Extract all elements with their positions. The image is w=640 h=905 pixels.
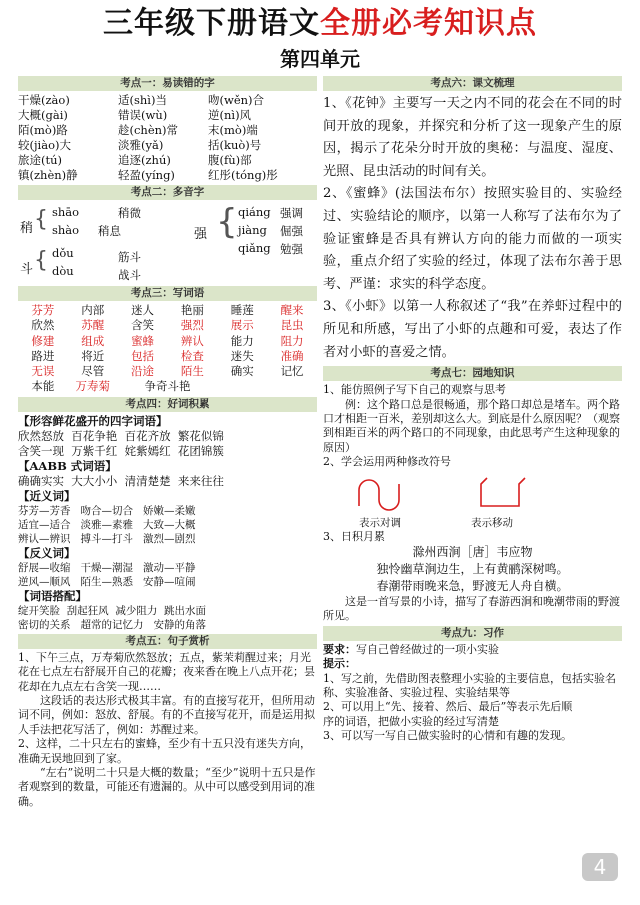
title-highlight: 全册必考知识点: [320, 6, 537, 41]
pinyin-word: 追逐(zhú): [118, 153, 171, 167]
vocab-word: 陌生: [180, 364, 204, 379]
paragraph: 这段话的表达形式极其丰富。有的直接写花开，但所用动词不同，例如：怒放、舒展。有的不直接写花开，而是运用拟人手法把花写活了，例如：苏醒过来。: [18, 694, 315, 736]
word-line: 舒展—收缩 干燥—潮湿 激动—平静: [18, 561, 196, 574]
edit-marks-svg: [323, 470, 622, 516]
right-column: [323, 74, 622, 809]
vocab-word: 万寿菊: [75, 379, 110, 394]
edit-marks-diagram: [323, 470, 622, 516]
pinyin-word: 错误(wù): [118, 108, 168, 122]
word-line: 辨认—辨识 搏斗—打斗 激烈—剧烈: [18, 532, 196, 545]
brace-icon: {: [216, 202, 238, 242]
poly-char: 斗: [20, 262, 34, 277]
pinyin-grid: [18, 93, 317, 183]
paragraph: 例：这个路口总是很畅通，那个路口却总是堵车。两个路口才相距一百米，差别却这么大。到底是什么原因呢？（观察到相距百米的两个路口的不同现象，由此思考产生这种现象的原因）: [323, 397, 620, 454]
section-header-k4: 考点四：好词积累: [18, 397, 317, 412]
poly-word: 强调: [280, 206, 303, 220]
swap-mark-icon: [359, 480, 399, 510]
section-header-k7: 考点七：园地知识: [323, 366, 622, 381]
vocab-word: 能力: [230, 333, 254, 348]
section-header-k3: 考点三：写词语: [18, 286, 317, 301]
vocab-word: 欣然: [31, 318, 55, 333]
subheading: 【反义词】: [18, 545, 76, 560]
pinyin-word: 陌(mò)路: [18, 123, 68, 137]
vocab-word: 昆虫: [280, 318, 304, 333]
word-line: 密切的关系 超常的记忆力 安静的角落: [18, 618, 207, 631]
pinyin-word: 淡雅(yǎ): [118, 138, 164, 152]
paragraph: 2、这样，二十只左右的蜜蜂，至少有十五只没有迷失方向，准确无误地回到了家。: [18, 737, 311, 765]
section-header-k9: 考点九：习作: [323, 626, 622, 641]
poly-pinyin: qiǎng: [238, 241, 271, 255]
paragraph: 1、《花钟》主要写一天之内不同的花会在不同的时间开放的现象，并探究和分析了这一现象产生的原因，揭示了花朵分时开放的奥秘：与温度、湿度、光照、昆虫活动的时间有关。: [323, 96, 622, 179]
pinyin-word: 适(shì)当: [118, 93, 167, 107]
pinyin-word: 旅途(tú): [18, 153, 63, 167]
req-text: 写自己曾经做过的一项小实验: [356, 642, 499, 656]
section-header-k6: 考点六：课文梳理: [323, 76, 622, 91]
vocab-word: 内部: [81, 303, 105, 317]
poly-pinyin: qiáng: [238, 205, 271, 219]
swap-label: 表示对调: [359, 516, 401, 529]
brace-icon: {: [34, 248, 48, 273]
vocab-word: 苏醒: [81, 318, 105, 333]
pinyin-word: 腹(fù)部: [208, 153, 252, 167]
title-main: 三年级下册语文: [103, 6, 320, 41]
vocab-word: 芬芳: [31, 303, 55, 317]
paragraph: 2、《蜜蜂》(法国法布尔）按照实验目的、实验经过、实验结论的顺序，以第一人称写了法布尔为了验证蜜蜂是否具有辨认方向的能力而做的一项实验，重点介绍了实验的经过，体现了法布尔善于思考、严谨：求实的科学态度。: [323, 186, 622, 292]
vocab-word: 准确: [280, 348, 304, 363]
subheading: 【形容鲜花盛开的四字词语】: [18, 413, 168, 428]
tip-label: 提示：: [323, 657, 356, 671]
vocab-word: 艳丽: [180, 303, 204, 317]
pinyin-word: 括(kuò)号: [208, 138, 262, 152]
vocab-word: 迷人: [131, 303, 155, 317]
vocab-word: 修建: [31, 333, 55, 348]
word-line: 确确实实 大大小小 清清楚楚 来来往往: [18, 473, 224, 488]
vocab-word: 蜜蜂: [131, 333, 155, 348]
paragraph: 这是一首写景的小诗，描写了春游西涧和晚潮带雨的野渡所见。: [323, 594, 620, 623]
pinyin-word: 大概(gài): [18, 108, 68, 122]
word-line: 绽开笑脸 刮起狂风 减少阻力 跳出水面: [18, 604, 207, 617]
move-label: 表示移动: [471, 516, 513, 529]
word-grid: [18, 303, 317, 395]
vocab-word: 含笑: [131, 318, 155, 333]
vocab-word: 阻力: [280, 333, 304, 348]
tip-item: 1、写之前，先借助图表整理小实验的主要信息，包括实验名称、实验准备、实验过程、实验结果等: [323, 671, 616, 699]
pinyin-word: 干燥(zào): [18, 93, 70, 107]
polyphone-block: [18, 202, 317, 284]
paragraph: 3、《小虾》以第一人称叙述了“我”在养虾过程中的所见和所感，写出了小虾的点趣和可爱，表达了作者对小虾的喜爱之情。: [323, 299, 622, 360]
pinyin-word: 轻盈(yíng): [118, 168, 175, 182]
subheading: 【词语搭配】: [18, 588, 87, 603]
vocab-word: 争奇斗艳: [144, 379, 191, 394]
poly-pinyin: dǒu: [52, 246, 74, 260]
brace-icon: {: [34, 207, 48, 232]
vocab-word: 记忆: [280, 364, 304, 379]
subheading: 【近义词】: [18, 488, 76, 503]
left-column: [18, 74, 317, 809]
req-label: 要求：: [323, 642, 356, 656]
vocab-word: 将近: [81, 348, 105, 363]
paragraph: 1、下午三点，万寿菊欣然怒放；五点，紫茉莉醒过来；月光花在七点左右舒展开自己的花瓣；夜来香在晚上八点开花；昙花却在九点左右含笑一现……: [18, 650, 315, 693]
poly-pinyin: shāo: [52, 205, 80, 219]
vocab-word: 本能: [31, 379, 55, 394]
poem-line: 春潮带雨晚来急，野渡无人舟自横。: [376, 578, 569, 593]
poly-word: 勉强: [280, 242, 303, 256]
requirement: [323, 643, 622, 657]
word-line: 逆风—顺风 陌生—熟悉 安静—喧闹: [18, 575, 196, 588]
vocab-word: 沿途: [131, 364, 155, 379]
tip-item: 2、可以用上“先、接着、然后、最后”等表示先后顺序的词语，把做小实验的经过写清楚: [323, 700, 573, 728]
vocab-word: 醒来: [280, 303, 304, 317]
vocab-word: 强烈: [180, 318, 204, 333]
poly-pinyin: jiàng: [238, 223, 267, 237]
pinyin-word: 吻(wěn)合: [208, 93, 265, 107]
page-number: 4: [582, 853, 618, 881]
paragraph: 2、学会运用两种修改符号: [323, 455, 451, 469]
vocab-word: 检查: [180, 348, 204, 363]
poly-word: 倔强: [280, 224, 303, 238]
paragraph: 3、日积月累: [323, 529, 385, 543]
section-header-k5: 考点五：句子赏析: [18, 634, 317, 649]
subheading: 【AABB 式词语】: [18, 458, 117, 473]
pinyin-word: 趁(chèn)常: [118, 123, 179, 137]
pinyin-word: 镇(zhèn)静: [18, 168, 78, 182]
vocab-word: 辨认: [180, 333, 204, 348]
poly-char: 强: [194, 227, 208, 242]
pinyin-word: 逆(nì)风: [208, 108, 252, 122]
pinyin-word: 红彤(tóng)彤: [208, 168, 278, 182]
word-line: 欣然怒放 百花争艳 百花齐放 繁花似锦: [18, 428, 224, 443]
section-header-k1: 考点一：易读错的字: [18, 76, 317, 91]
paragraph: 1、能仿照例子写下自己的观察与思考: [323, 383, 506, 397]
poem-title: 滁州西涧［唐］韦应物: [412, 544, 533, 559]
poly-char: 稍: [20, 221, 34, 236]
pinyin-word: 较(jiào)大: [18, 138, 71, 152]
unit-title: 第四单元: [280, 47, 360, 71]
poem-line: 独怜幽草涧边生，上有黄鹂深树鸣。: [376, 561, 569, 576]
vocab-word: 睡莲: [230, 303, 254, 317]
page-title: [18, 4, 622, 44]
paragraph: “左右”说明二十只是大概的数量；“至少”说明十五只是作者观察到的数量，可能还有遗漏的。从中可以感受到用词的准确。: [18, 766, 316, 808]
vocab-word: 组成: [81, 333, 105, 348]
poly-word: 稍微: [118, 206, 141, 220]
vocab-word: 路进: [31, 348, 55, 363]
move-mark-icon: [481, 478, 525, 506]
word-line: 含笑一现 万紫千红 姹紫嫣红 花团锦簇: [18, 443, 224, 458]
vocab-word: 展示: [230, 318, 254, 333]
poly-word: 战斗: [118, 268, 141, 282]
vocab-word: 确实: [230, 364, 254, 379]
poly-word: 筋斗: [118, 250, 141, 264]
vocab-word: 无误: [31, 364, 55, 379]
mark-labels: [359, 516, 622, 530]
vocab-word: 尽管: [81, 364, 105, 379]
pinyin-word: 末(mò)端: [208, 123, 258, 137]
section-header-k2: 考点二：多音字: [18, 185, 317, 200]
poly-word: 稍息: [98, 224, 121, 238]
poly-pinyin: shào: [52, 223, 80, 237]
vocab-word: 包括: [131, 348, 155, 363]
vocab-word: 迷失: [230, 348, 254, 363]
word-line: 适宜—适合 淡雅—素雅 大致—大概: [18, 518, 196, 531]
tip-item: 3、可以写一写自己做实验时的心情和有趣的发现。: [323, 729, 572, 743]
poly-pinyin: dòu: [52, 264, 74, 278]
word-line: 芬芳—芳香 吻合—切合 娇嫩—柔嫩: [18, 504, 196, 517]
